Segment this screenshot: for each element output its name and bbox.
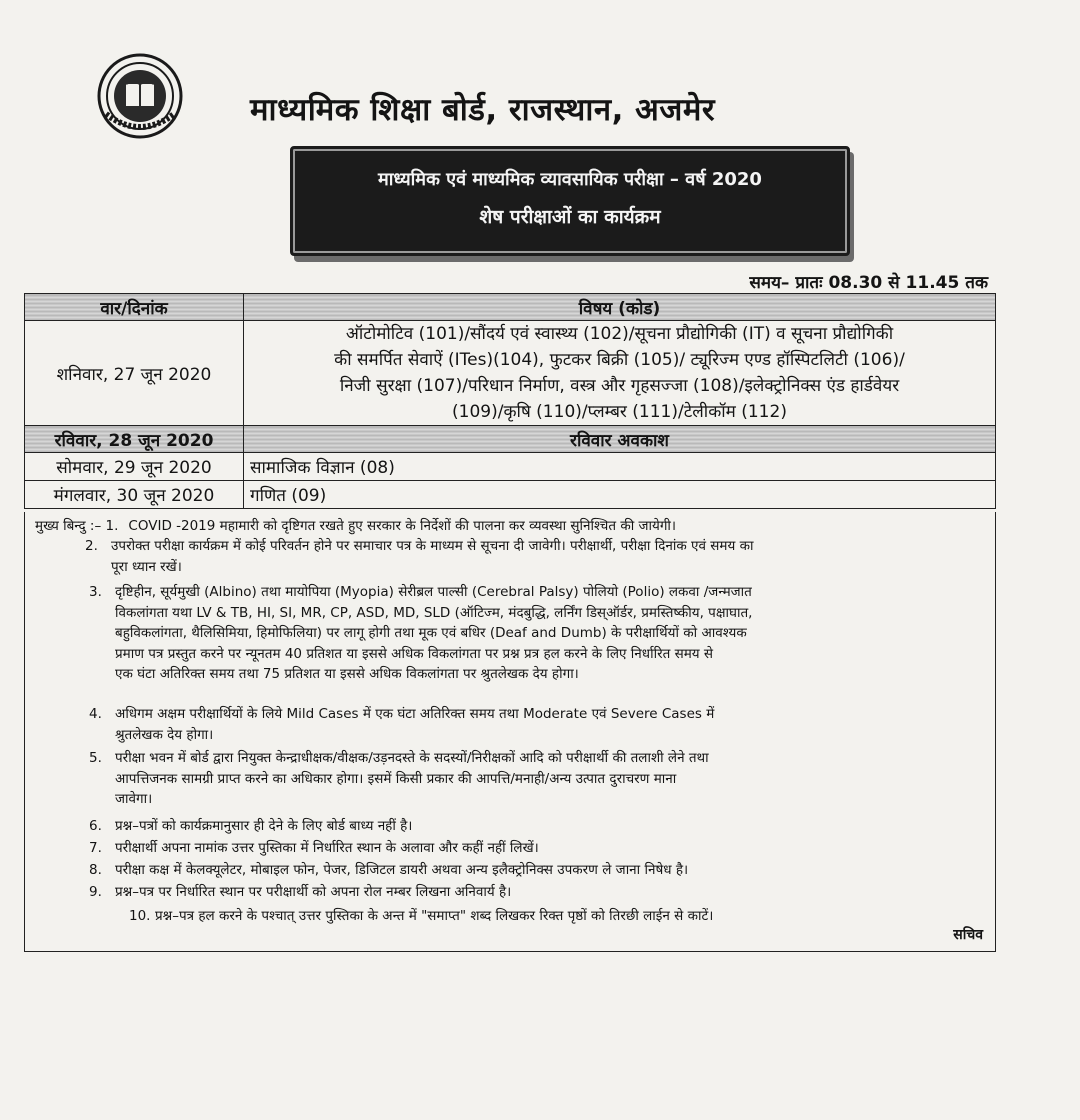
- table-row: [25, 453, 996, 481]
- subject-line: ऑटोमोटिव (101)/सौंदर्य एवं स्वास्थ्य (102)/सूचना प्रौद्योगिकी (IT) व सूचना प्रौद्योगिकी: [345, 324, 894, 344]
- note-number: 4.: [89, 706, 102, 722]
- note-number: 5.: [89, 750, 102, 766]
- table-row: [25, 321, 996, 426]
- note-line: परीक्षा कक्ष में केलक्यूलेटर, मोबाइल फोन, पेजर, डिजिटल डायरी अथवा अन्य इलैक्ट्रोनिक्स उपकरण ले जाना निषेध है।: [115, 862, 689, 878]
- note-line: श्रुतलेखक देय होगा।: [115, 726, 214, 743]
- note-number: 3.: [89, 584, 102, 600]
- note-number: 7.: [89, 840, 102, 856]
- subject-line: निजी सुरक्षा (107)/परिधान निर्माण, वस्त्र और गृहसज्जा (108)/इलेक्ट्रोनिक्स एंड हार्डवेयर: [339, 376, 900, 396]
- board-seal-logo: [96, 52, 184, 140]
- banner-title: माध्यमिक एवं माध्यमिक व्यावसायिक परीक्षा – वर्ष 2020: [378, 169, 762, 190]
- row-date: शनिवार, 27 जून 2020: [25, 321, 244, 426]
- signature-secretary: सचिव: [953, 926, 983, 943]
- note-line: परीक्षा भवन में बोर्ड द्वारा नियुक्त केन्द्राधीक्षक/वीक्षक/उड़नदस्ते के सदस्यों/निरीक्षकों आदि को परीक्षार्थी की तलाशी लेने तथा: [115, 750, 709, 766]
- banner-subtitle: शेष परीक्षाओं का कार्यक्रम: [479, 206, 661, 228]
- header-date: वार/दिनांक: [25, 294, 244, 321]
- note-line: अधिगम अक्षम परीक्षार्थियों के लिये Mild Cases में एक घंटा अतिरिक्त समय तथा Moderate एवं Severe Cases में: [115, 706, 715, 722]
- note-line: प्रश्न–पत्र हल करने के पश्चात् उत्तर पुस्तिका के अन्त में "समाप्त" शब्द लिखकर रिक्त पृष्ठों को तिरछी लाईन से काटें।: [155, 908, 714, 924]
- note-line: जावेगा।: [115, 791, 153, 807]
- row-subject: गणित (09): [244, 481, 996, 509]
- header-subject: विषय (कोड): [244, 294, 996, 321]
- note-line: उपरोक्त परीक्षा कार्यक्रम में कोई परिवर्तन होने पर समाचार पत्र के माध्यम से सूचना दी जावेगी। परीक्षार्थी, परीक्षा दिनांक एवं समय का: [111, 538, 754, 554]
- note-line: बहुविकलांगता, थैलिसिमिया, हिमोफिलिया) पर लागू होगी तथा मूक एवं बधिर (Deaf and Dumb) के परीक्षार्थियों को आवश्यक: [115, 625, 747, 641]
- note-number: 10.: [129, 908, 151, 924]
- note-line: एक घंटा अतिरिक्त समय तथा 75 प्रतिशत या इससे अधिक विकलांगता पर श्रुतलेखक देय होगा।: [115, 666, 579, 682]
- row-date: सोमवार, 29 जून 2020: [25, 453, 244, 481]
- note-item-6: [89, 816, 412, 837]
- row-date: रविवार, 28 जून 2020: [25, 426, 244, 453]
- exam-banner: [290, 146, 850, 256]
- subject-line: (109)/कृषि (110)/प्लम्बर (111)/टेलीकॉम (112): [452, 402, 787, 422]
- note-line: आपत्तिजनक सामग्री प्राप्त करने का अधिकार होगा। इसमें किसी प्रकार की आपत्ति/मनाही/अन्य उत्पात दुराचरण माना: [115, 770, 677, 787]
- notes-lead: मुख्य बिन्दु :– 1.: [35, 518, 119, 534]
- note-number: 9.: [89, 884, 102, 900]
- table-row-holiday: [25, 426, 996, 453]
- note-item-9: [89, 882, 511, 903]
- note-line: प्रमाण पत्र प्रस्तुत करने पर न्यूनतम 40 प्रतिशत या इससे अधिक विकलांगता पर प्रश्न प्रत्र हल करने के लिए निर्धारित समय से: [115, 645, 714, 662]
- note-item-5: [89, 748, 994, 810]
- note-line: विकलांगता यथा LV & TB, HI, SI, MR, CP, ASD, MD, SLD (ऑटिज्म, मंदबुद्धि, लर्निंग डिस्ऑर्डर, प्रमस्तिष्कीय, पक्षाघात,: [115, 604, 753, 621]
- note-item-3: [89, 582, 994, 685]
- schedule-table: [24, 293, 996, 509]
- notes-section: [24, 512, 996, 952]
- note-item-1: [35, 516, 676, 537]
- note-item-8: [89, 860, 688, 881]
- note-item-2: [85, 536, 990, 577]
- table-row: [25, 481, 996, 509]
- row-subject: सामाजिक विज्ञान (08): [244, 453, 996, 481]
- row-subject: रविवार अवकाश: [244, 426, 996, 453]
- note-item-7: [89, 838, 539, 859]
- table-header-row: [25, 294, 996, 321]
- board-title: माध्यमिक शिक्षा बोर्ड, राजस्थान, अजमेर: [250, 92, 716, 128]
- note-number: 8.: [89, 862, 102, 878]
- note-number: 2.: [85, 538, 98, 554]
- exam-time: समय– प्रातः 08.30 से 11.45 तक: [749, 273, 988, 293]
- note-line: दृष्टिहीन, सूर्यमुखी (Albino) तथा मायोपिया (Myopia) सेरीब्रल पाल्सी (Cerebral Palsy) पोलियो (Polio) लकवा /जन्मजात: [115, 584, 752, 600]
- note-line: पूरा ध्यान रखें।: [111, 558, 182, 575]
- row-subjects: [244, 321, 996, 426]
- row-date: मंगलवार, 30 जून 2020: [25, 481, 244, 509]
- note-line: COVID -2019 महामारी को दृष्टिगत रखते हुए सरकार के निर्देशों की पालना कर व्यवस्था सुनिश्चित की जायेगी।: [128, 518, 677, 534]
- note-line: परीक्षार्थी अपना नामांक उत्तर पुस्तिका में निर्धारित स्थान के अलावा और कहीं नहीं लिखें।: [115, 840, 539, 856]
- note-item-10: [129, 906, 713, 927]
- note-line: प्रश्न–पत्रों को कार्यक्रमानुसार ही देने के लिए बोर्ड बाध्य नहीं है।: [115, 818, 413, 834]
- note-line: प्रश्न–पत्र पर निर्धारित स्थान पर परीक्षार्थी को अपना रोल नम्बर लिखना अनिवार्य है।: [115, 884, 512, 900]
- note-item-4: [89, 704, 994, 745]
- note-number: 6.: [89, 818, 102, 834]
- subject-line: की समर्पित सेवाऐं (ITes)(104), फुटकर बिक्री (105)/ ट्यूरिज्म एण्ड हॉस्पिटलिटी (106)/: [334, 350, 905, 370]
